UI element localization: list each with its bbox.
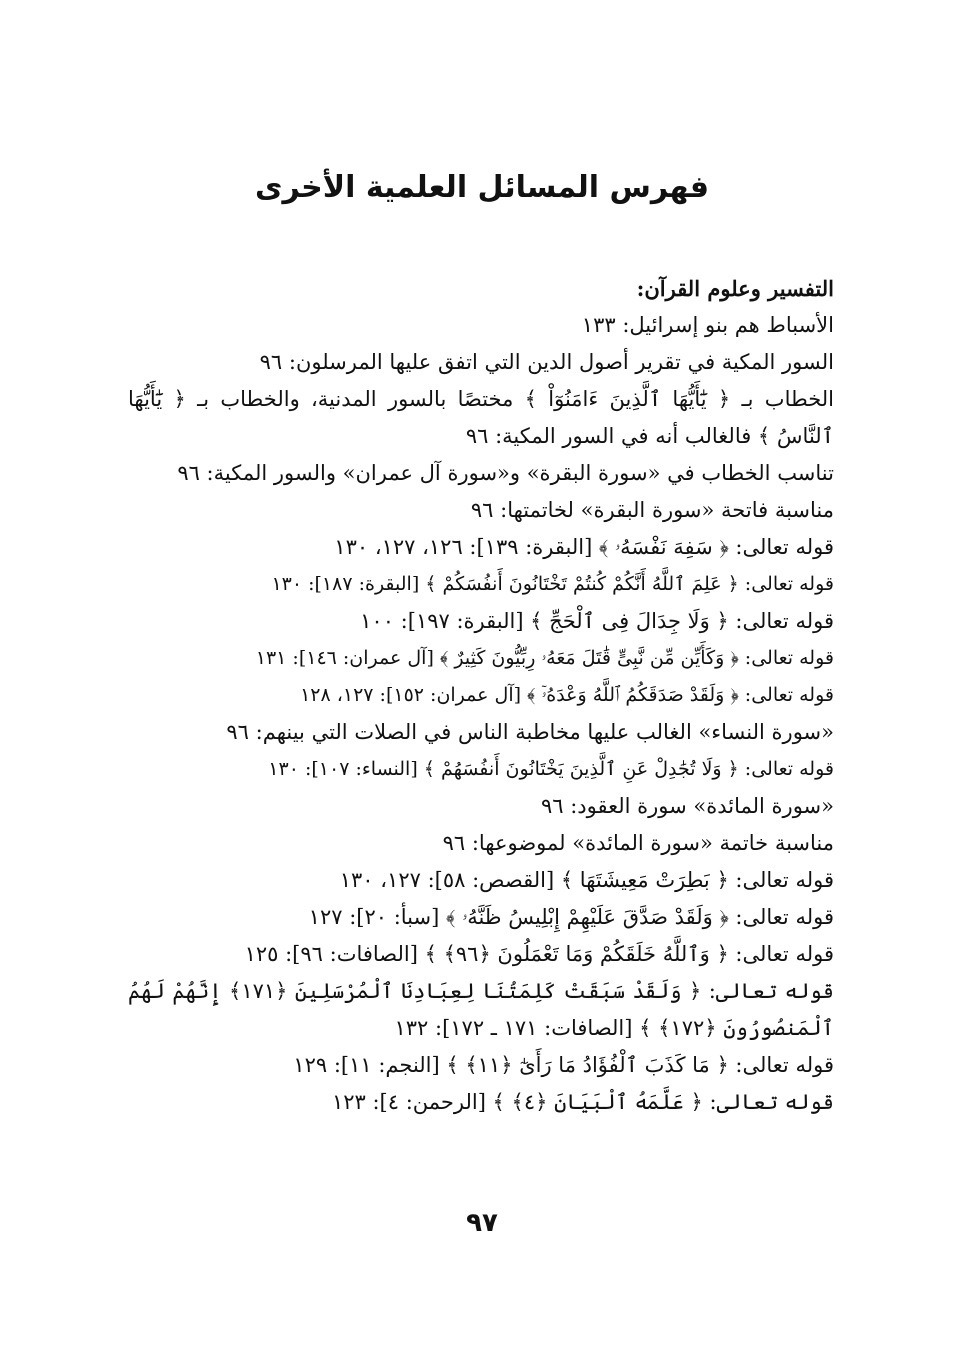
index-entry: قوله تعالى: ﴿ عَلَّمَهُ ٱلْبَيَانَ ﴿٤﴾ ﴾ [الرحمن: ٤]: ١٢٣: [331, 1090, 834, 1114]
index-entry: قوله تعالى: ﴿ وَكَأَيِّن مِّن نَّبِىٍّ قَٰتَلَ مَعَهُۥ رِبِّيُّونَ كَثِيرٌ ﴾ [آل عمران: ١٤٦]: ١٣١: [255, 647, 834, 669]
index-entry: الخطاب بـ ﴿ يَٰٓأَيُّهَا ٱلَّذِينَ ءَامَنُوٓاْ ﴾ مختصًا بالسور المدنية، والخطاب بـ ﴿ يَٰٓأَيُّهَا ٱلنَّاسُ ﴾ فالغالب أنه في السور المكية: ٩٦: [128, 387, 834, 448]
index-entry: «سورة المائدة» سورة العقود: ٩٦: [540, 794, 834, 818]
index-entry: السور المكية في تقرير أصول الدين التي اتفق عليها المرسلون: ٩٦: [259, 350, 834, 374]
index-entry: الأسباط هم بنو إسرائيل: ١٣٣: [581, 313, 834, 337]
index-entry: مناسبة خاتمة «سورة المائدة» لموضوعها: ٩٦: [442, 831, 834, 855]
page-title: فهرس المسائل العلمية الأخرى: [254, 170, 709, 205]
index-entry: قوله تعالى: ﴿ وَلَا جِدَالَ فِى ٱلْحَجِّ ﴾ [البقرة: ١٩٧]: ١٠٠: [360, 609, 834, 633]
index-entry: قوله تعالى: ﴿ عَلِمَ ٱللَّهُ أَنَّكُمْ كُنتُمْ تَخْتَانُونَ أَنفُسَكُمْ ﴾ [البقرة: ١٨٧]: ١٣٠: [271, 573, 834, 595]
page-number: ٩٧: [466, 1208, 498, 1238]
index-section: [128, 270, 834, 1121]
index-entry: «سورة النساء» الغالب عليها مخاطبة الناس في الصلات التي بينهم: ٩٦: [226, 720, 834, 744]
section-heading: التفسير وعلوم القرآن:: [636, 276, 834, 301]
index-entry: قوله تعالى: ﴿ وَلَا تُجَٰدِلْ عَنِ ٱلَّذِينَ يَخْتَانُونَ أَنفُسَهُمْ ﴾ [النساء: ١٠٧]: ١٣٠: [268, 758, 834, 780]
index-entry: قوله تعالى: ﴿ مَا كَذَبَ ٱلْفُؤَادُ مَا رَأَىٰٓ ﴿١١﴾ ﴾ [النجم: ١١]: ١٢٩: [293, 1053, 834, 1077]
index-entry: قوله تعالى: ﴿ وَٱللَّهُ خَلَقَكُمْ وَمَا تَعْمَلُونَ ﴿٩٦﴾ ﴾ [الصافات: ٩٦]: ١٢٥: [244, 942, 834, 966]
index-entry: قوله تعالى: ﴿ وَلَقَدْ سَبَقَتْ كَلِمَتُنَا لِعِبَادِنَا ٱلْمُرْسَلِينَ ﴿١٧١﴾ إِنَّهُمْ لَهُمُ ٱلْمَنصُورُونَ ﴿١٧٢﴾ ﴾ [الصافات: ١٧١ ـ ١٧٢]: ١٣٢: [128, 979, 834, 1040]
index-entry: مناسبة فاتحة «سورة البقرة» لخاتمتها: ٩٦: [470, 498, 834, 522]
index-entry: قوله تعالى: ﴿ بَطِرَتْ مَعِيشَتَهَا ﴾ [القصص: ٥٨]: ١٢٧، ١٣٠: [339, 868, 834, 892]
index-entry: قوله تعالى: ﴿ وَلَقَدْ صَدَقَكُمُ ٱللَّهُ وَعْدَهُۥٓ ﴾ [آل عمران: ١٥٢]: ١٢٧، ١٢٨: [300, 684, 834, 706]
index-entry: قوله تعالى: ﴿ وَلَقَدْ صَدَّقَ عَلَيْهِمْ إِبْلِيسُ ظَنَّهُۥ ﴾ [سبأ: ٢٠]: ١٢٧: [308, 905, 834, 929]
index-entry: قوله تعالى: ﴿ سَفِهَ نَفْسَهُۥ ﴾ [البقرة: ١٣٩]: ١٢٦، ١٢٧، ١٣٠: [334, 535, 834, 559]
index-entry: تناسب الخطاب في «سورة البقرة» و«سورة آل عمران» والسور المكية: ٩٦: [177, 461, 834, 485]
